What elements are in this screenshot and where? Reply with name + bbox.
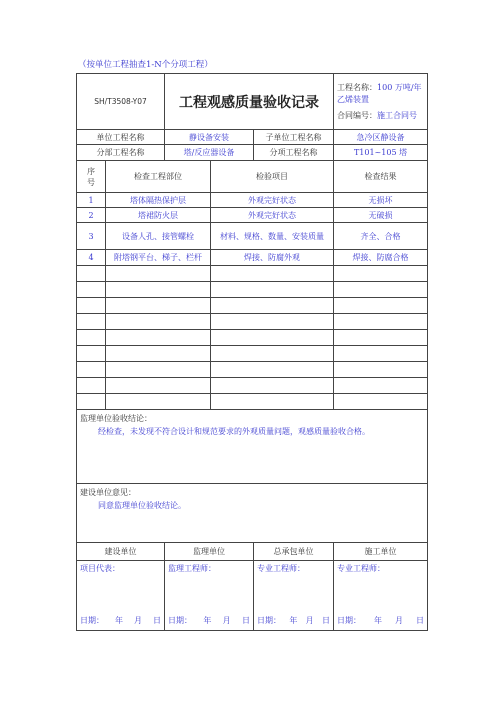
sign-header: 监理单位: [165, 543, 254, 561]
row-result: 齐全、合格: [334, 223, 428, 250]
empty-cell: [334, 346, 428, 362]
empty-cell: [211, 362, 334, 378]
empty-cell: [77, 266, 106, 282]
supervisor-conclusion-row: [77, 410, 428, 484]
empty-cell: [106, 330, 211, 346]
project-info: [334, 74, 428, 130]
empty-row: [77, 394, 428, 410]
empty-cell: [211, 282, 334, 298]
empty-cell: [106, 282, 211, 298]
empty-cell: [211, 298, 334, 314]
signature-cell: [165, 561, 254, 631]
empty-row: [77, 266, 428, 282]
table-row: [77, 223, 428, 250]
empty-cell: [106, 314, 211, 330]
supervisor-label: 监理单位验收结论：: [80, 414, 152, 423]
sign-header: 建设单位: [77, 543, 165, 561]
empty-cell: [77, 362, 106, 378]
signer-label: 项目代表：: [80, 564, 120, 573]
signature-cell: [254, 561, 334, 631]
date-day: 日: [416, 616, 425, 625]
date-month: 月: [395, 616, 404, 625]
empty-row: [77, 378, 428, 394]
date-label: 日期：: [80, 616, 104, 625]
row-item: 外观完好状态: [211, 193, 334, 208]
table-row: [77, 193, 428, 208]
empty-cell: [211, 394, 334, 410]
empty-cell: [106, 378, 211, 394]
subitem-project-value: T101~105 塔: [334, 145, 428, 161]
date-day: 日: [242, 616, 250, 625]
sign-header: 施工单位: [334, 543, 428, 561]
owner-opinion: [77, 484, 428, 543]
subitem-project-label: 分项工程名称: [254, 145, 334, 161]
row-seq: 1: [77, 193, 106, 208]
date-year: 年: [115, 616, 123, 625]
empty-cell: [334, 266, 428, 282]
empty-cell: [334, 314, 428, 330]
date-label: 日期：: [257, 616, 282, 625]
division-project-label: 分部工程名称: [77, 145, 165, 161]
header-row: [77, 74, 428, 130]
signature-header-row: [77, 543, 428, 561]
date-month: 月: [134, 616, 142, 625]
empty-cell: [211, 266, 334, 282]
col-part: 检查工程部位: [106, 161, 211, 193]
empty-cell: [77, 394, 106, 410]
scope-note: （按单位工程抽查1-N个分项工程）: [78, 60, 213, 70]
row-item: 材料、规格、数量、安装质量: [211, 223, 334, 250]
form-title: 工程观感质量验收记录: [165, 74, 334, 130]
project-name-value: 100 万吨/年乙烯装置: [337, 82, 422, 104]
date-year: 年: [289, 616, 298, 625]
sub-unit-project-label: 子单位工程名称: [254, 130, 334, 145]
info-row-1: [77, 130, 428, 145]
signature-cell: [334, 561, 428, 631]
form-code: SH/T3508-Y07: [77, 74, 165, 130]
row-result: 焊接、防腐合格: [334, 250, 428, 266]
empty-cell: [106, 266, 211, 282]
signer-label: 专业工程师：: [257, 564, 306, 573]
info-row-2: [77, 145, 428, 161]
empty-cell: [334, 282, 428, 298]
empty-cell: [211, 346, 334, 362]
signature-cell: [77, 561, 165, 631]
date-year: 年: [374, 616, 383, 625]
contract-value: 施工合同号: [377, 110, 418, 120]
empty-cell: [334, 378, 428, 394]
row-item: 焊接、防腐外观: [211, 250, 334, 266]
empty-cell: [77, 298, 106, 314]
empty-row: [77, 282, 428, 298]
col-seq-text: 序号: [87, 166, 95, 187]
empty-row: [77, 362, 428, 378]
empty-cell: [211, 378, 334, 394]
row-part: 塔裙防火层: [106, 208, 211, 223]
sub-unit-project-value: 急冷区静设备: [334, 130, 428, 145]
sign-date: [337, 615, 424, 626]
row-part: 塔体隔热保护层: [106, 193, 211, 208]
signer-label: 专业工程师：: [337, 564, 386, 573]
empty-cell: [77, 314, 106, 330]
division-project-value: 塔/反应器设备: [165, 145, 254, 161]
supervisor-conclusion: [77, 410, 428, 484]
col-seq: [77, 161, 106, 193]
project-name-label: 工程名称：: [337, 82, 378, 92]
table-row: [77, 250, 428, 266]
date-day: 日: [153, 616, 161, 625]
unit-project-value: 静设备安装: [165, 130, 254, 145]
date-month: 月: [305, 616, 314, 625]
empty-cell: [77, 378, 106, 394]
empty-cell: [334, 330, 428, 346]
sign-date: [80, 615, 161, 626]
empty-cell: [77, 282, 106, 298]
empty-cell: [106, 362, 211, 378]
row-result: 无损坏: [334, 193, 428, 208]
col-result: 检查结果: [334, 161, 428, 193]
empty-cell: [334, 394, 428, 410]
date-month: 月: [222, 616, 231, 625]
owner-opinion-row: [77, 484, 428, 543]
sign-header: 总承包单位: [254, 543, 334, 561]
empty-cell: [334, 298, 428, 314]
signer-label: 监理工程师：: [168, 564, 217, 573]
empty-cell: [77, 346, 106, 362]
owner-label: 建设单位意见：: [80, 488, 136, 497]
row-part: 附塔钢平台、梯子、栏杆: [106, 250, 211, 266]
supervisor-text: 经检查，未发现不符合设计和规范要求的外观质量问题，观感质量验收合格。: [98, 427, 370, 436]
col-item: 检验项目: [211, 161, 334, 193]
row-result: 无破损: [334, 208, 428, 223]
column-header-row: [77, 161, 428, 193]
date-day: 日: [322, 616, 330, 625]
signature-row: [77, 561, 428, 631]
empty-cell: [211, 314, 334, 330]
date-label: 日期：: [337, 616, 362, 625]
table-row: [77, 208, 428, 223]
sign-date: [168, 615, 250, 626]
empty-row: [77, 346, 428, 362]
empty-cell: [211, 330, 334, 346]
unit-project-label: 单位工程名称: [77, 130, 165, 145]
row-seq: 4: [77, 250, 106, 266]
contract-label: 合同编号：: [337, 110, 378, 120]
inspection-record-table: [76, 73, 428, 631]
owner-text: 同意监理单位验收结论。: [98, 501, 186, 510]
empty-row: [77, 298, 428, 314]
row-seq: 3: [77, 223, 106, 250]
empty-cell: [106, 298, 211, 314]
empty-cell: [106, 394, 211, 410]
row-seq: 2: [77, 208, 106, 223]
empty-cell: [334, 362, 428, 378]
empty-cell: [77, 330, 106, 346]
empty-row: [77, 330, 428, 346]
row-item: 外观完好状态: [211, 208, 334, 223]
sign-date: [257, 615, 330, 626]
date-label: 日期：: [168, 616, 193, 625]
empty-row: [77, 314, 428, 330]
date-year: 年: [203, 616, 212, 625]
empty-cell: [106, 346, 211, 362]
row-part: 设备人孔、接管螺栓: [106, 223, 211, 250]
